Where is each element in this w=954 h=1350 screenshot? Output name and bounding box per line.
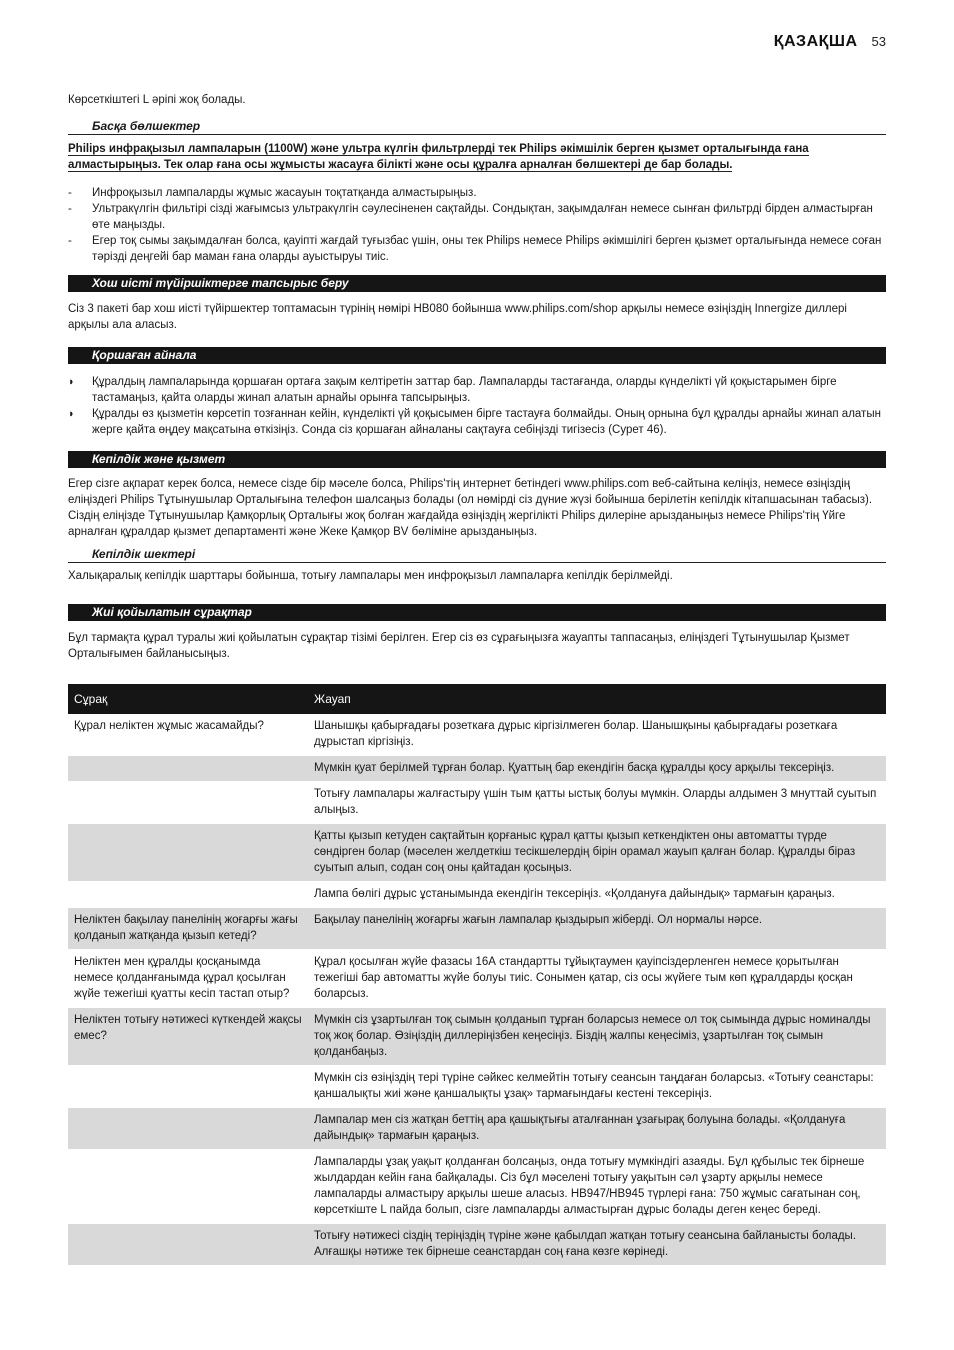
environment-section: [68, 347, 886, 438]
faq-question-cell: [68, 882, 308, 908]
table-row: [68, 714, 886, 756]
faq-table-body: [68, 714, 886, 1266]
list-item: - Ультракүлгін фильтірі сізді жағымсыз ультракүлгін сәулесіненен сақтайды. Сондықтан, зақымдалған немесе сынған фильтрді бірден алмастырған өте маңызды.: [68, 201, 886, 233]
table-row: [68, 908, 886, 950]
page-number: 53: [871, 34, 886, 49]
guarantee-limits-text: Халықаралық кепілдік шарттары бойынша, тотығу лампалары мен инфроқызыл лампаларға кепілдік берілмейді.: [68, 570, 673, 582]
table-row: [68, 882, 886, 908]
fragrance-text: Сіз 3 пакеті бар хош иісті түйіршектер топтамасын түрінің нөмірі HB080 бойынша www.philips.com/shop арқылы немесе өзіңіздің Innergize диллері арқылы ала аласыз.: [68, 303, 847, 331]
table-row: [68, 1066, 886, 1108]
faq-answer-cell: Тотығу нәтижесі сіздің теріңіздің түріне және қабылдап жатқан тотығу сеансына байланысты болады. Алғашқы нәтиже тек бірнеше сеанстардан соң ғана көзге көрінеді.: [308, 1224, 886, 1266]
faq-answer-cell: Лампаларды ұзақ уақыт қолданған болсаңыз, онда тотығу мүмкіндігі азаяды. Бұл құбылыс тек бірнеше жылдардан кейін ғана байқалады. Сіз бұл мәселені тотығу уақытын сәл ұзарту арқылы немесе лампаларды алмастыру арқылы шеше аласыз. HB947/HB945 түрлері ғана: 750 жұмыс сағатынан соң, көрсеткіште L пайда болып, сізге лампаларды алмастырған дұрыс болады деген кеңес береді.: [308, 1150, 886, 1224]
list-item: ◗ Құралды өз қызметін көрсетіп тозғаннан кейін, күнделікті үй қоқысымен бірге тастауға болмайды. Оның орнына бұл құралды арнайы жинап алатын жерге қайта өңдеу мақсатына өткізіңіз. Сонда сіз қоршаған айналаны сақтауға себіңізді тигізесіз (Сурет 46).: [68, 408, 881, 436]
faq-answer-cell: Құрал қосылған жүйе фазасы 16А стандартты тұйықтаумен қауіпсіздерленген немесе қорытылған тежегіші бар автоматты жүйе болуы тиіс. Сонымен қатар, сіз осы жүйеге тым көп құралдарды қосқан боларсыз.: [308, 950, 886, 1008]
faq-answer-cell: Бақылау панелінің жоғарғы жағын лампалар қыздырып жіберді. Ол нормалы нәрсе.: [308, 908, 886, 950]
faq-answer-cell: Тотығу лампалары жалғастыру үшін тым қатты ыстық болуы мүмкін. Оларды алдымен 3 мнуттай суытып алыңыз.: [308, 782, 886, 824]
environment-heading: Қоршаған айнала: [68, 347, 886, 364]
table-row: [68, 824, 886, 882]
guarantee-limits-heading: Кепілдік шектері: [68, 546, 886, 563]
faq-answer-cell: Шанышқы қабырғадағы розеткаға дұрыс кіргізілмеген болар. Шанышқыны қабырғадағы розеткаға дұрыстап кіргізіңіз.: [308, 714, 886, 756]
list-item: - Инфроқызыл лампаларды жұмыс жасауын тоқтатқанда алмастырыңыз.: [68, 185, 886, 201]
faq-question-cell: [68, 1108, 308, 1150]
other-parts-list: [68, 185, 886, 265]
faq-answer-cell: Лампалар мен сіз жатқан беттің ара қашықтығы аталғаннан ұзағырақ болуына болады. «Қолдануға дайындық» тармағын қараңыз.: [308, 1108, 886, 1150]
table-header-row: [68, 684, 886, 714]
bullet-icon: ◗: [68, 376, 75, 388]
fragrance-section: [68, 275, 886, 333]
guarantee-text: Егер сізге ақпарат керек болса, немесе сізде бір мәселе болса, Philips'тің интернет бетіндегі www.philips.com веб-сайтына келіңіз, немесе өзіңіздің еліңіздегі Philips Тұтынушылар Орталығына телефон шалсаңыз болады (ол нөмірді сіз дүние жүзі бойынша берілетін кепілдік кітапшасынан табасыз). Сіздің еліңізде Тұтынушылар Қамқорлық Орталығы жоқ болған жағдайда өзіңіздің жергілікті Philips дилеріне арызданыңыз немесе Philips'тің Үйге арналған құралдар қызмет департаменті және Жеке Қамқор BV бөліміне арызданыңыз.: [68, 478, 873, 538]
column-header-question: Сұрақ: [68, 684, 308, 714]
list-item: - Егер тоқ сымы зақымдалған болса, қауіпті жағдай туғызбас үшін, оны тек Philips немесе Philips әкімшілігі берген қызмет орталығында немесе соған тәрізді деңгейі бар маман ғана оларды ауыстыруы тиіс.: [68, 233, 886, 265]
table-row: [68, 1150, 886, 1224]
faq-question-cell: [68, 824, 308, 882]
faq-question-cell: [68, 1150, 308, 1224]
faq-question-cell: [68, 1066, 308, 1108]
faq-answer-cell: Мүмкін сіз ұзартылған тоқ сымын қолданып тұрған боларсыз немесе ол тоқ сымында дұрыс номиналды тоқ жоқ болар. Өзіңіздің диллеріңізбен кеңесіңіз. Біздің жалпы кеңесіміз, ұзартылған тоқ сымын қолданбаңыз.: [308, 1008, 886, 1066]
faq-question-cell: Құрал неліктен жұмыс жасамайды?: [68, 714, 308, 756]
faq-heading: Жиі қойылатын сұрақтар: [68, 604, 886, 621]
guarantee-section: [68, 451, 886, 584]
table-row: [68, 756, 886, 782]
faq-answer-cell: Мүмкін қуат берілмей тұрған болар. Қуаттың бар екендігін басқа құралды қосу арқылы тексеріңіз.: [308, 756, 886, 782]
faq-answer-cell: Мүмкін сіз өзіңіздің тері түріне сәйкес келмейтін тотығу сеансын таңдаған боларсыз. «Тотығу сеанстары: қаншалықты жиі және қаншалықты ұзақ» тармағындағы кестені тексеріңіз.: [308, 1066, 886, 1108]
environment-list: [68, 374, 886, 438]
table-row: [68, 1108, 886, 1150]
intro-line: Көрсеткіштегі L әріпі жоқ болады.: [68, 94, 246, 106]
table-row: [68, 1224, 886, 1266]
other-parts-note: Philips инфрақызыл лампаларын (1100W) және ультра күлгін фильтрлерді тек Philips әкімшілік берген қызмет орталығында ғана алмастырыңыз. Тек олар ғана осы жұмысты жасауға білікті және осы құралға арналған бөлшектері де бар болады.: [68, 143, 809, 171]
faq-answer-cell: Қатты қызып кетуден сақтайтын қорғаныс құрал қатты қызып кеткендіктен оны автоматты түрде сөндірген болар (мәселен желдеткіш тесікшелердің бірін орамал жауып қалған болар. Құралды біраз суытып алып, содан соң оны қайтадан қосыңыз.: [308, 824, 886, 882]
table-row: [68, 950, 886, 1008]
other-parts-section: [68, 116, 886, 265]
fragrance-heading: Хош иісті түйіршіктерге тапсырыс беру: [68, 275, 886, 292]
page-header: [774, 33, 886, 51]
faq-answer-cell: Лампа бөлігі дұрыс ұстанымында екендігін тексеріңіз. «Қолдануға дайындық» тармағын қараңыз.: [308, 882, 886, 908]
list-item: ◗ Құралдың лампаларында қоршаған ортаға зақым келтіретін заттар бар. Лампаларды тастағанда, оларды күнделікті үй қоқыстарымен бірге тастамаңыз, қайта оларды жинап алатын арнайы орынға тапсырыңыз.: [68, 376, 837, 404]
bullet-icon: ◗: [68, 408, 75, 420]
table-row: [68, 1008, 886, 1066]
faq-question-cell: [68, 782, 308, 824]
faq-question-cell: Неліктен тотығу нәтижесі күткендей жақсы емес?: [68, 1008, 308, 1066]
column-header-answer: Жауап: [308, 684, 886, 714]
faq-question-cell: Неліктен мен құралды қосқанымда немесе қолданғанымда құрал қосылған жүйе тежегіші қуатты кесіп тастап отыр?: [68, 950, 308, 1008]
faq-table: [68, 684, 886, 1266]
table-row: [68, 782, 886, 824]
faq-question-cell: Неліктен бақылау панелінің жоғарғы жағы қолданып жатқанда қызып кетеді?: [68, 908, 308, 950]
faq-section: [68, 604, 886, 1266]
faq-question-cell: [68, 1224, 308, 1266]
guarantee-heading: Кепілдік және қызмет: [68, 451, 886, 468]
faq-intro: Бұл тармақта құрал туралы жиі қойылатын сұрақтар тізімі берілген. Егер сіз өз сұрағыңызға жауапты таппасаңыз, еліңіздегі Тұтынушылар Қызмет Орталығымен байланысыңыз.: [68, 632, 850, 660]
faq-question-cell: [68, 756, 308, 782]
other-parts-heading: Басқа бөлшектер: [68, 118, 886, 135]
language-label: ҚАЗАҚША: [773, 33, 858, 50]
